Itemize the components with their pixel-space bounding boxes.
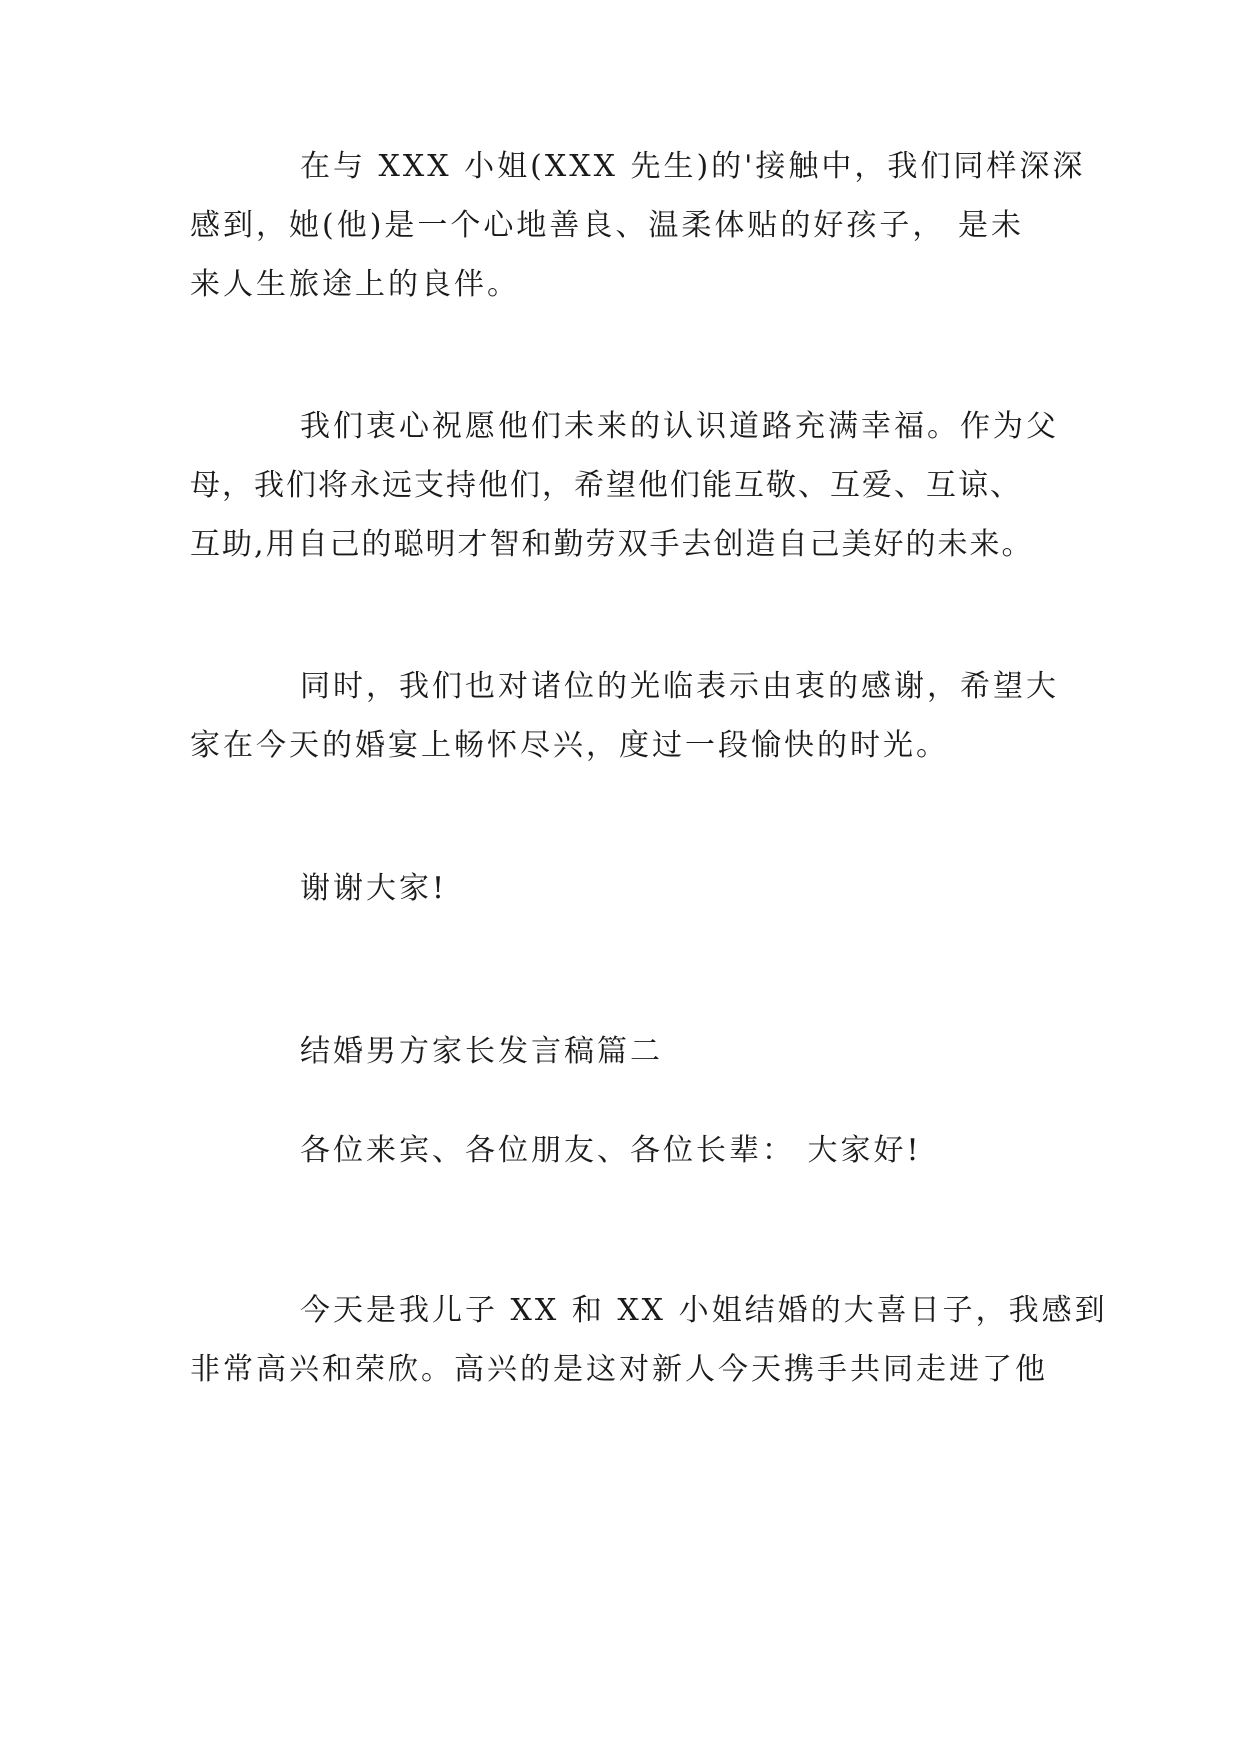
paragraph-1-line-2: 感到，她(他)是一个心地善良、温柔体贴的好孩子， 是未 [190,208,1024,243]
paragraph-3-line-2: 家在今天的婚宴上畅怀尽兴，度过一段愉快的时光。 [190,728,949,763]
paragraph-1-line-1: 在与 XXX 小姐(XXX 先生)的'接触中，我们同样深深 [300,149,1086,184]
paragraph-2-line-2: 母，我们将永远支持他们，希望他们能互敬、互爱、互谅、 [190,468,1022,503]
paragraph-4 [190,1281,1108,1399]
paragraph-1-line-3: 来人生旅途上的良伴。 [190,267,520,302]
paragraph-3-line-1: 同时，我们也对诸位的光临表示由衷的感谢，希望大 [300,669,1059,704]
paragraph-3 [190,657,1060,775]
section-heading: 结婚男方家长发言稿篇二 [300,1034,663,1069]
greeting-line: 各位来宾、各位朋友、各位长辈： 大家好! [300,1133,922,1168]
paragraph-1 [190,137,1086,314]
thanks-line: 谢谢大家! [300,871,448,906]
paragraph-2-line-3: 互助,用自己的聪明才智和勤劳双手去创造自己美好的未来。 [190,527,1034,562]
paragraph-2 [190,397,1060,574]
paragraph-4-line-1: 今天是我儿子 XX 和 XX 小姐结婚的大喜日子，我感到 [300,1293,1108,1328]
paragraph-4-line-2: 非常高兴和荣欣。高兴的是这对新人今天携手共同走进了他 [190,1352,1048,1387]
paragraph-2-line-1: 我们衷心祝愿他们未来的认识道路充满幸福。作为父 [300,409,1059,444]
